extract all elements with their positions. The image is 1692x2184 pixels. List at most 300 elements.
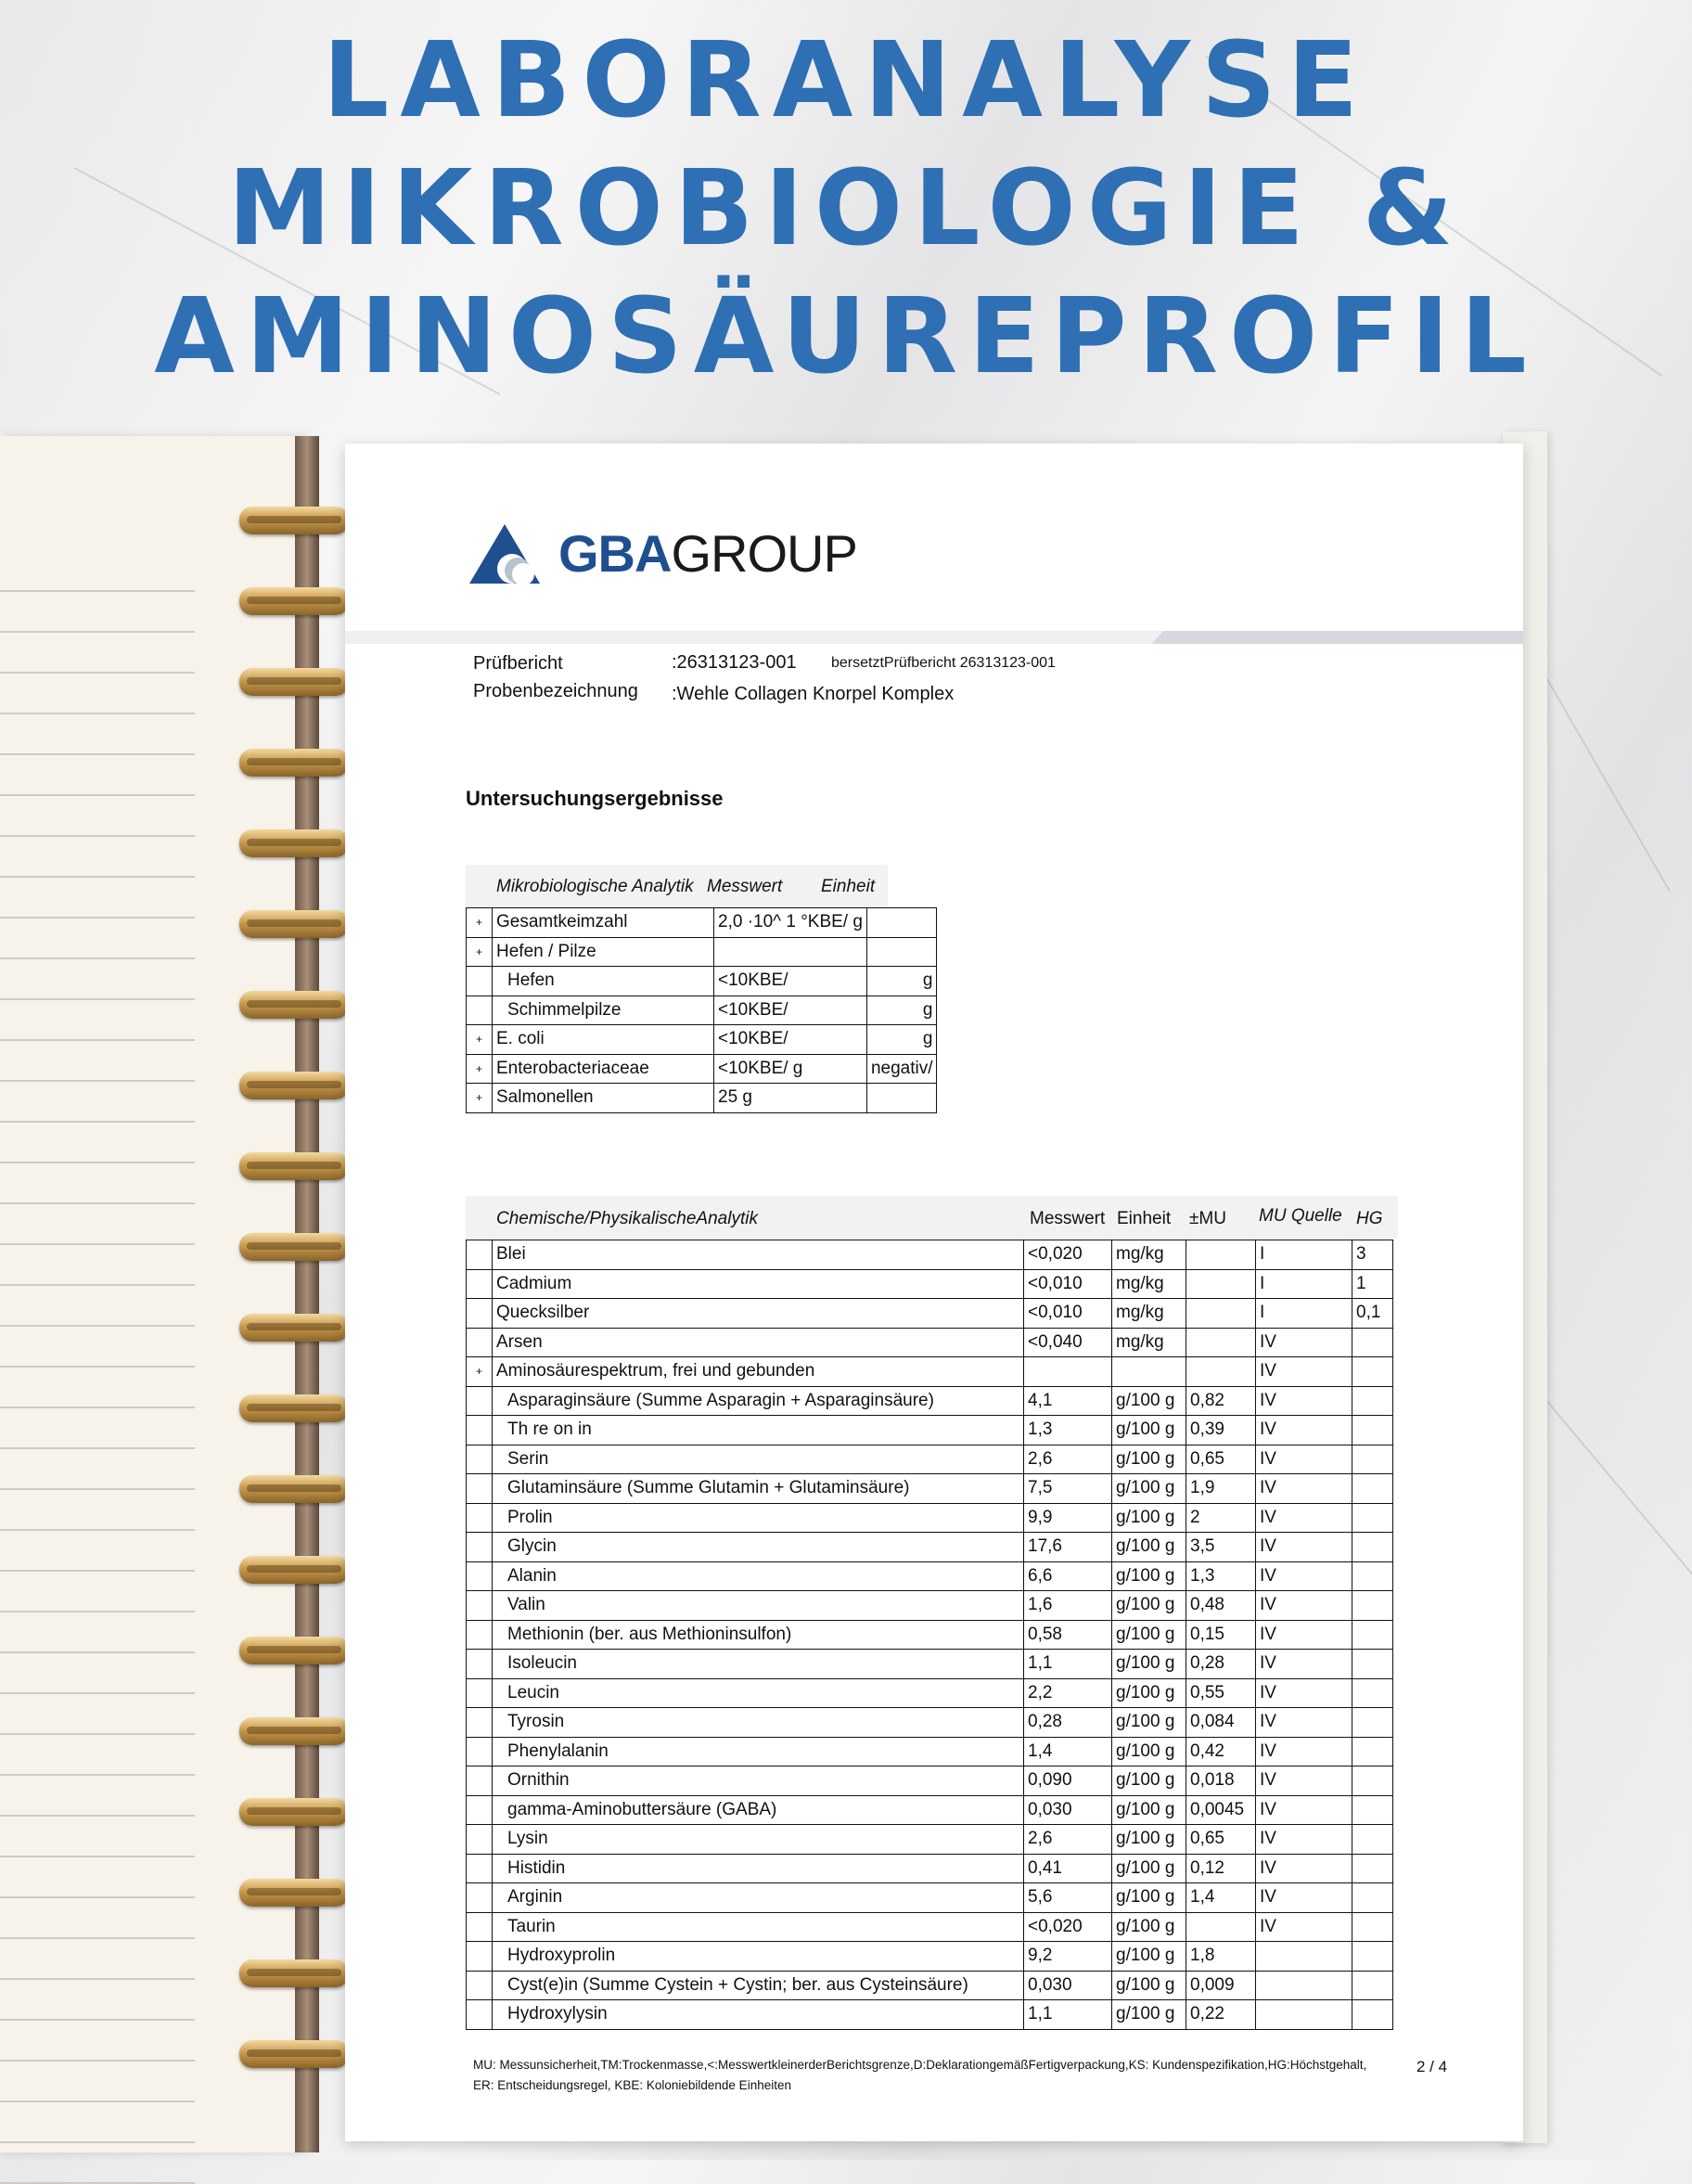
title-line-1: LABORANALYSE [322,20,1370,141]
row-marker [467,967,493,996]
row-marker [467,1561,493,1591]
micro-table-row [467,937,937,967]
row-marker [467,1766,493,1796]
chem-unit: mg/kg [1112,1299,1186,1329]
notebook-rule-line [0,1896,195,1898]
chem-mu-source: IV [1256,1708,1352,1738]
row-marker [467,1328,493,1357]
micro-header-value: Messwert [707,877,783,896]
chem-parameter: Serin [493,1445,1024,1474]
chem-parameter: Arginin [493,1883,1024,1913]
chem-unit: g/100 g [1112,1737,1186,1766]
chem-table-row [467,1883,1393,1913]
chem-table-row [467,1503,1393,1533]
notebook-rule-line [0,1733,195,1735]
chem-mu-source: IV [1256,1620,1352,1650]
chem-value: 1,4 [1024,1737,1112,1766]
chem-unit: mg/kg [1112,1240,1186,1270]
chem-unit: g/100 g [1112,1561,1186,1591]
chem-table-row [467,1328,1393,1357]
chem-value: 4,1 [1024,1386,1112,1416]
notebook-rule-line [0,1447,195,1449]
header-band-accent [1152,631,1523,644]
chem-max-level [1352,1795,1393,1825]
row-marker [467,1912,493,1942]
chem-mu: 3,5 [1186,1533,1256,1562]
notebook-rule-line [0,1529,195,1531]
chem-max-level [1352,1854,1393,1883]
row-marker [467,1299,493,1329]
chem-unit: g/100 g [1112,1386,1186,1416]
micro-unit [866,937,937,967]
spiral-ring [239,1717,349,1745]
chem-table-row [467,1416,1393,1445]
chem-unit: g/100 g [1112,1533,1186,1562]
chem-mu: 2 [1186,1503,1256,1533]
chem-mu: 0,42 [1186,1737,1256,1766]
chem-parameter: Isoleucin [493,1650,1024,1679]
chem-mu: 0,0045 [1186,1795,1256,1825]
gba-logo [469,521,857,586]
spiral-ring [239,910,349,938]
title-line-3: AMINOSÄUREPROFIL [154,276,1538,397]
row-marker: + [467,1025,493,1055]
chem-value: <0,020 [1024,1240,1112,1270]
notebook-rule-line [0,1202,195,1204]
chem-table-row [467,1912,1393,1942]
row-marker [467,1240,493,1270]
chem-max-level [1352,1328,1393,1357]
chem-max-level [1352,1357,1393,1387]
chem-unit: g/100 g [1112,1591,1186,1621]
chem-mu: 1,9 [1186,1474,1256,1504]
micro-value: <10KBE/ [714,996,867,1025]
chem-table-row [467,1533,1393,1562]
chem-table-row [467,1942,1393,1972]
chem-table-row [467,1445,1393,1474]
chem-header-value: Messwert [1030,1209,1106,1228]
chem-mu-source: I [1256,1240,1352,1270]
chem-table-row [467,1795,1393,1825]
lab-report-page [345,443,1523,2141]
micro-unit: g [866,967,937,996]
notebook-rule-line [0,2141,195,2143]
row-marker [467,1269,493,1299]
notebook-rule-line [0,1611,195,1612]
gba-logo-icon [469,524,544,584]
chem-table-row [467,1766,1393,1796]
footnote-line-2: ER: Entscheidungsregel, KBE: Koloniebildende Einheiten [473,2078,791,2092]
chem-mu-source: IV [1256,1474,1352,1504]
notebook-rule-line [0,1937,195,1939]
chem-mu: 1,4 [1186,1883,1256,1913]
page-number: 2 / 4 [1416,2058,1448,2075]
micro-parameter: Schimmelpilze [493,996,714,1025]
chem-mu: 0,018 [1186,1766,1256,1796]
notebook-rule-line [0,835,195,837]
chem-value: 6,6 [1024,1561,1112,1591]
notebook-rule-line [0,2100,195,2102]
chem-value: <0,040 [1024,1328,1112,1357]
micro-value: <10KBE/ [714,1025,867,1055]
chem-unit: mg/kg [1112,1328,1186,1357]
title-line-2: MIKROBIOLOGIE & [227,148,1465,269]
micro-parameter: E. coli [493,1025,714,1055]
chem-value: 5,6 [1024,1883,1112,1913]
spiral-ring [239,507,349,534]
chem-mu-source [1256,2000,1352,2030]
row-marker [467,1620,493,1650]
chem-parameter: Hydroxyprolin [493,1942,1024,1972]
chem-max-level [1352,1942,1393,1972]
chem-mu [1186,1299,1256,1329]
chem-value [1024,1357,1112,1387]
chem-parameter: Phenylalanin [493,1737,1024,1766]
spiral-ring [239,1233,349,1261]
chem-mu: 0,55 [1186,1678,1256,1708]
micro-parameter: Enterobacteriaceae [493,1054,714,1084]
chem-parameter: Arsen [493,1328,1024,1357]
chem-parameter: Histidin [493,1854,1024,1883]
chem-parameter: Cyst(e)in (Summe Cystein + Cystin; ber. aus Cysteinsäure) [493,1971,1024,2000]
chem-unit: mg/kg [1112,1269,1186,1299]
chem-value: 1,3 [1024,1416,1112,1445]
notebook-rule-line [0,1243,195,1245]
chem-mu-source: IV [1256,1416,1352,1445]
notebook-rule-line [0,998,195,1000]
chem-parameter: Tyrosin [493,1708,1024,1738]
chem-value: 2,6 [1024,1445,1112,1474]
chem-max-level [1352,1708,1393,1738]
row-marker [467,1416,493,1445]
notebook-rule-line [0,1162,195,1163]
report-label: Prüfbericht [473,653,563,674]
micro-value: 2,0 ·10^ 1 °KBE/ g [714,908,867,938]
row-marker [467,1386,493,1416]
report-number: :26313123-001 [672,652,797,673]
chem-value: 0,030 [1024,1795,1112,1825]
chem-table-row [467,1737,1393,1766]
chem-mu-source: IV [1256,1328,1352,1357]
chem-max-level [1352,1766,1393,1796]
chem-mu: 1,3 [1186,1561,1256,1591]
row-marker [467,1678,493,1708]
chem-max-level [1352,1386,1393,1416]
row-marker [467,1737,493,1766]
notebook-rule-line [0,1856,195,1857]
chem-unit: g/100 g [1112,1912,1186,1942]
chem-unit: g/100 g [1112,1620,1186,1650]
chem-unit: g/100 g [1112,1678,1186,1708]
chem-mu: 0,009 [1186,1971,1256,2000]
notebook-rule-line [0,672,195,674]
chem-unit: g/100 g [1112,1474,1186,1504]
chem-value: 2,2 [1024,1678,1112,1708]
notebook-rule-line [0,1774,195,1776]
chem-header-name: Chemische/PhysikalischeAnalytik [496,1209,758,1228]
notebook-rule-line [0,753,195,755]
micro-table-row [467,1084,937,1113]
notebook-rule-line [0,631,195,633]
chem-parameter: Valin [493,1591,1024,1621]
spiral-ring [239,991,349,1019]
micro-parameter: Salmonellen [493,1084,714,1113]
chem-mu: 0,15 [1186,1620,1256,1650]
row-marker [467,1503,493,1533]
chem-max-level [1352,1474,1393,1504]
chem-unit: g/100 g [1112,1445,1186,1474]
row-marker: + [467,908,493,938]
chem-value: <0,020 [1024,1912,1112,1942]
chem-max-level: 3 [1352,1240,1393,1270]
chem-parameter: Glutaminsäure (Summe Glutamin + Glutaminsäure) [493,1474,1024,1504]
spiral-ring [239,668,349,696]
chem-parameter: Alanin [493,1561,1024,1591]
chem-parameter: Quecksilber [493,1299,1024,1329]
chem-value: 1,1 [1024,2000,1112,2030]
chem-max-level [1352,1883,1393,1913]
spiral-ring [239,587,349,615]
row-marker: + [467,1357,493,1387]
notebook-rule-line [0,590,195,592]
chem-mu-source: I [1256,1299,1352,1329]
row-marker [467,1854,493,1883]
chem-unit: g/100 g [1112,1416,1186,1445]
row-marker [467,1942,493,1972]
row-marker [467,1650,493,1679]
footnote-line-1: MU: Messunsicherheit,TM:Trockenmasse,<:MesswertkleinerderBerichtsgrenze,D:DeklarationgemäßFertigverpackung,KS: Kundenspezifikation,HG:Höchstgehalt, [473,2058,1367,2072]
chem-mu: 0,39 [1186,1416,1256,1445]
chem-max-level [1352,1533,1393,1562]
spiral-ring [239,1959,349,1987]
micro-unit: g [866,1025,937,1055]
chem-mu-source: IV [1256,1503,1352,1533]
chem-mu: 0,12 [1186,1854,1256,1883]
chem-mu-source: IV [1256,1825,1352,1855]
notebook-rule-line [0,713,195,714]
chem-value: 1,6 [1024,1591,1112,1621]
chem-unit: g/100 g [1112,1503,1186,1533]
row-marker [467,1825,493,1855]
row-marker [467,1971,493,2000]
chem-table-row [467,1620,1393,1650]
chem-max-level [1352,1678,1393,1708]
chem-mu-source: IV [1256,1795,1352,1825]
chem-max-level [1352,1416,1393,1445]
chem-table [466,1240,1393,2030]
notebook-rule-line [0,794,195,796]
row-marker [467,2000,493,2030]
chem-max-level [1352,1650,1393,1679]
chem-mu-source: IV [1256,1678,1352,1708]
chem-mu: 1,8 [1186,1942,1256,1972]
chem-parameter: Lysin [493,1825,1024,1855]
notebook-rule-line [0,1692,195,1694]
micro-table [466,907,937,1113]
micro-table-row [467,1025,937,1055]
chem-parameter: Glycin [493,1533,1024,1562]
chem-header-source: MU Quelle [1259,1206,1342,1226]
chem-mu [1186,1269,1256,1299]
chem-table-row [467,1591,1393,1621]
micro-value: 25 g [714,1084,867,1113]
chem-mu: 0,28 [1186,1650,1256,1679]
chem-value: 9,2 [1024,1942,1112,1972]
chem-unit: g/100 g [1112,1650,1186,1679]
micro-header-unit: Einheit [821,877,876,896]
chem-max-level [1352,1971,1393,2000]
micro-unit: negativ/ [866,1054,937,1084]
notebook-rule-line [0,1284,195,1286]
chem-unit: g/100 g [1112,1971,1186,2000]
row-marker [467,1591,493,1621]
notebook-rule-line [0,1407,195,1408]
micro-value: <10KBE/ [714,967,867,996]
chem-mu-source: IV [1256,1357,1352,1387]
chem-max-level [1352,1825,1393,1855]
chem-table-row [467,1386,1393,1416]
chem-unit: g/100 g [1112,2000,1186,2030]
chem-unit [1112,1357,1186,1387]
notebook-rule-line [0,1325,195,1327]
chem-value: <0,010 [1024,1299,1112,1329]
notebook-rule-line [0,2019,195,2021]
notebook-rule-line [0,957,195,959]
page-title [0,17,1692,401]
chem-parameter: Taurin [493,1912,1024,1942]
report-replaces: bersetztPrüfbericht 26313123-001 [831,655,1056,671]
chem-max-level: 1 [1352,1269,1393,1299]
notebook-rule-line [0,1488,195,1490]
micro-unit [866,908,937,938]
chem-table-row [467,1240,1393,1270]
chem-mu-source: I [1256,1269,1352,1299]
notebook-rule-line [0,917,195,919]
chem-value: 9,9 [1024,1503,1112,1533]
chem-table-row [467,2000,1393,2030]
chem-parameter: Aminosäurespektrum, frei und gebunden [493,1357,1024,1387]
chem-header-mu: ±MU [1189,1209,1226,1228]
chem-table-row [467,1708,1393,1738]
spiral-ring [239,1475,349,1503]
chem-mu-source: IV [1256,1561,1352,1591]
chem-max-level [1352,1737,1393,1766]
micro-header-name: Mikrobiologische Analytik [496,877,694,896]
notebook-rule-line [0,1080,195,1082]
chem-mu-source: IV [1256,1854,1352,1883]
spiral-ring [239,1798,349,1826]
spiral-ring [239,1394,349,1422]
chem-table-row [467,1357,1393,1387]
chem-value: 7,5 [1024,1474,1112,1504]
chem-mu-source: IV [1256,1591,1352,1621]
spiral-ring [239,1152,349,1180]
chem-value: 0,28 [1024,1708,1112,1738]
row-marker: + [467,937,493,967]
row-marker [467,1708,493,1738]
chem-value: 1,1 [1024,1650,1112,1679]
row-marker [467,1883,493,1913]
chem-value: 0,030 [1024,1971,1112,2000]
chem-mu [1186,1357,1256,1387]
micro-table-row [467,996,937,1025]
row-marker: + [467,1054,493,1084]
spiral-ring [239,2040,349,2068]
row-marker [467,996,493,1025]
chem-parameter: Blei [493,1240,1024,1270]
chem-table-row [467,1678,1393,1708]
chem-unit: g/100 g [1112,1708,1186,1738]
chem-max-level: 0,1 [1352,1299,1393,1329]
chem-max-level [1352,1445,1393,1474]
row-marker [467,1474,493,1504]
chem-unit: g/100 g [1112,1883,1186,1913]
notebook-rule-line [0,1570,195,1572]
chem-mu [1186,1328,1256,1357]
chem-unit: g/100 g [1112,1942,1186,1972]
chem-mu [1186,1240,1256,1270]
chem-parameter: Cadmium [493,1269,1024,1299]
chem-unit: g/100 g [1112,1825,1186,1855]
micro-value [714,937,867,967]
chem-mu-source: IV [1256,1650,1352,1679]
spiral-ring [239,1072,349,1099]
micro-unit: g [866,996,937,1025]
gba-logo-text: GBAGROUP [558,524,857,583]
chem-parameter: Asparaginsäure (Summe Asparagin + Asparaginsäure) [493,1386,1024,1416]
notebook-rule-line [0,1815,195,1817]
sample-label: Probenbezeichnung [473,681,638,701]
spiral-ring [239,1879,349,1907]
chem-mu-source: IV [1256,1386,1352,1416]
chem-parameter: Hydroxylysin [493,2000,1024,2030]
chem-value: <0,010 [1024,1269,1112,1299]
spiral-ring [239,1314,349,1342]
chem-value: 2,6 [1024,1825,1112,1855]
row-marker [467,1533,493,1562]
chem-mu-source: IV [1256,1533,1352,1562]
micro-table-row [467,908,937,938]
row-marker: + [467,1084,493,1113]
chem-mu: 0,48 [1186,1591,1256,1621]
chem-max-level [1352,1561,1393,1591]
chem-parameter: Prolin [493,1503,1024,1533]
chem-max-level [1352,1620,1393,1650]
chem-mu: 0,65 [1186,1825,1256,1855]
micro-parameter: Gesamtkeimzahl [493,908,714,938]
chem-parameter: gamma-Aminobuttersäure (GABA) [493,1795,1024,1825]
micro-parameter: Hefen / Pilze [493,937,714,967]
chem-mu [1186,1912,1256,1942]
chem-mu-source: IV [1256,1737,1352,1766]
chem-mu: 0,22 [1186,2000,1256,2030]
chem-unit: g/100 g [1112,1795,1186,1825]
chem-parameter: Th re on in [493,1416,1024,1445]
chem-value: 17,6 [1024,1533,1112,1562]
chem-table-row [467,1854,1393,1883]
chem-mu-source: IV [1256,1766,1352,1796]
chem-unit: g/100 g [1112,1854,1186,1883]
notebook-rule-line [0,1978,195,1980]
chem-mu-source: IV [1256,1445,1352,1474]
chem-value: 0,58 [1024,1620,1112,1650]
notebook-rule-line [0,876,195,878]
chem-parameter: Leucin [493,1678,1024,1708]
chem-header-hg: HG [1356,1209,1383,1228]
sample-name: :Wehle Collagen Knorpel Komplex [672,684,955,704]
notebook-rule-line [0,2060,195,2062]
chem-table-row [467,1825,1393,1855]
